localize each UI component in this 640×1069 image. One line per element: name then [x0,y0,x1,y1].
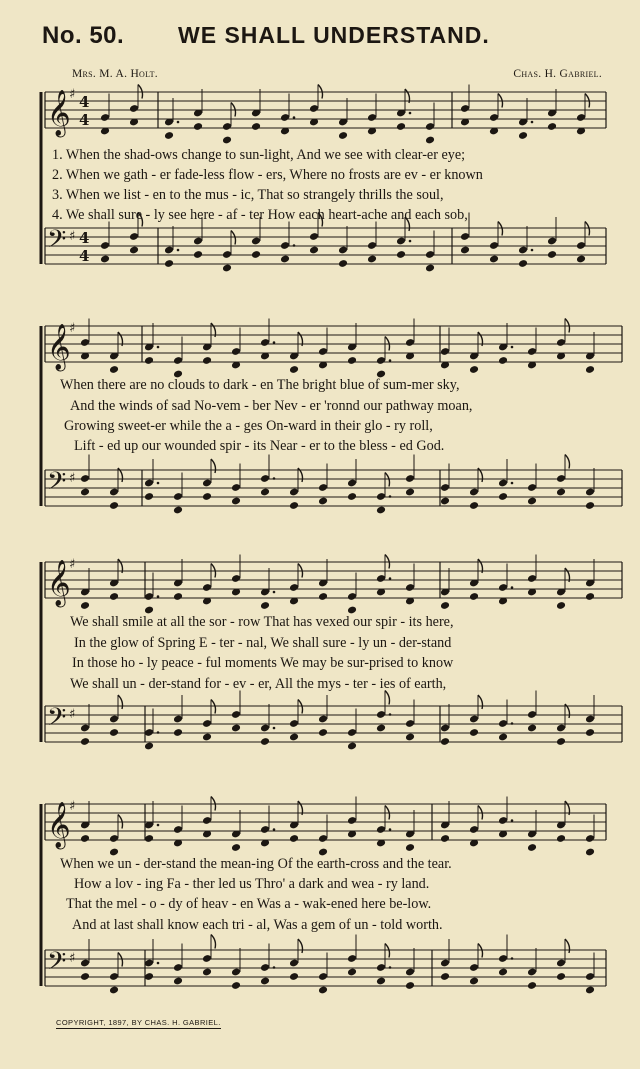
note-head [144,356,154,365]
time-signature-top: 4 [79,229,90,247]
lyric-system2-verse1: When there are no clouds to dark - en The bright blue of sum-mer sky, [60,377,460,393]
note-head [405,981,415,990]
key-sharp-icon: ♯ [69,321,76,336]
note-head [202,492,212,501]
note-head [109,592,119,601]
lyric-system1-verse2: 2. When we gath - er fade-less flow - ers, Where no frosts are ev - er known [52,167,483,183]
note-head [173,506,183,515]
author-credit: Mrs. M. A. Holt. [72,68,158,80]
note-head [318,497,328,506]
note-dot [177,121,180,124]
note-head [585,592,595,601]
note-head [80,972,90,981]
note-head [460,246,470,255]
note-dot [389,966,392,969]
key-sharp-icon: ♯ [69,87,76,102]
note-head [440,601,450,610]
note-head [469,501,479,510]
note-head [80,834,90,843]
note-head [251,250,261,259]
note-dot [273,828,276,831]
note-head [527,843,537,852]
note-flag [211,935,216,949]
note-head [547,122,557,131]
note-head [231,843,241,852]
note-head [173,728,183,737]
note-head [469,728,479,737]
note-head [80,737,90,746]
lyric-system4-verse1: When we un - der-stand the mean-ing Of the earth-cross and the tear. [60,856,452,872]
note-dot [177,249,180,252]
note-dot [157,731,160,734]
note-head [193,250,203,259]
bass-clef-icon: 𝄢 [47,947,67,982]
note-head [347,356,357,365]
lyric-system3-verse2: In the glow of Spring E - ter - nal, We shall sure - ly un - der-stand [74,635,452,651]
note-head [547,250,557,259]
note-head [518,259,528,268]
note-head [222,264,232,273]
note-flag [385,691,390,705]
note-head [338,131,348,140]
note-head [80,488,90,497]
note-head [440,834,450,843]
lyric-system3-verse4: We shall un - der-stand for - ev - er, All the mys - ter - ies of earth, [70,676,447,692]
note-head [498,733,508,742]
note-dot [157,824,160,827]
note-head [527,981,537,990]
bass-clef-icon: 𝄢 [47,467,67,502]
note-head [289,501,299,510]
note-head [405,733,415,742]
note-dot [157,595,160,598]
note-head [164,259,174,268]
note-head [100,255,110,264]
lyric-system4-verse3: That the mel - o - dy of heav - en Was a - wak-ened here be-low. [66,896,432,912]
note-dot [389,359,392,362]
note-head [193,122,203,131]
note-dot [511,957,514,960]
note-dot [409,240,412,243]
note-head [144,492,154,501]
note-dot [389,577,392,580]
note-head [367,255,377,264]
note-head [231,497,241,506]
note-head [405,843,415,852]
note-head [376,506,386,515]
note-head [202,968,212,977]
time-signature-top: 4 [79,93,90,111]
note-dot [273,341,276,344]
note-dot [511,586,514,589]
note-head [318,592,328,601]
note-head [202,733,212,742]
note-head [231,981,241,990]
note-head [202,356,212,365]
note-head [498,356,508,365]
treble-clef-icon: 𝄞 [47,90,71,136]
treble-clef-icon: 𝄞 [47,802,71,848]
hymn-title: WE SHALL UNDERSTAND. [178,22,490,48]
note-head [440,497,450,506]
note-head [289,365,299,374]
note-head [376,977,386,986]
note-head [585,986,595,995]
key-sharp-icon: ♯ [69,229,76,244]
note-flag [298,939,303,953]
note-head [173,592,183,601]
note-head [347,742,357,751]
note-dot [157,482,160,485]
note-head [109,501,119,510]
key-sharp-icon: ♯ [69,471,76,486]
time-signature-bottom: 4 [79,247,90,265]
note-head [109,986,119,995]
note-head [585,848,595,857]
note-head [289,834,299,843]
key-sharp-icon: ♯ [69,951,76,966]
note-dot [157,962,160,965]
lyric-system2-verse3: Growing sweet-er while the a - ges On-ward in their glo - ry roll, [64,418,433,434]
bass-clef-icon: 𝄢 [47,703,67,738]
note-head [318,986,328,995]
note-dot [273,966,276,969]
note-head [231,724,241,733]
note-head [576,255,586,264]
note-dot [273,727,276,730]
note-head [527,497,537,506]
note-dot [389,828,392,831]
note-head [260,601,270,610]
note-head [440,972,450,981]
lyric-system2-verse4: Lift - ed up our wounded spir - its Near - er to the bless - ed God. [74,438,445,454]
note-dot [511,722,514,725]
note-head [469,977,479,986]
note-flag [118,695,123,709]
note-head [585,365,595,374]
note-head [440,737,450,746]
note-dot [511,819,514,822]
note-head [556,601,566,610]
note-dot [531,121,534,124]
note-head [260,977,270,986]
note-dot [531,249,534,252]
lyric-system1-verse4: 4. We shall sure - ly see here - af - ter How each heart-ache and each sob, [52,207,468,223]
note-head [164,131,174,140]
note-head [425,136,435,145]
note-flag [478,695,483,709]
composer-credit: Chas. H. Gabriel. [513,68,602,80]
note-dot [389,713,392,716]
note-head [251,122,261,131]
note-head [498,968,508,977]
time-signature-bottom: 4 [79,111,90,129]
note-head [173,977,183,986]
note-head [347,968,357,977]
lyric-system4-verse4: And at last shall know each tri - al, Was a gem of un - told worth. [72,917,443,933]
note-dot [511,482,514,485]
note-dot [157,346,160,349]
note-head [280,255,290,264]
note-head [222,136,232,145]
lyric-system3-verse1: We shall smile at all the sor - row That has vexed our spir - its here, [70,614,454,630]
note-head [109,728,119,737]
note-head [396,250,406,259]
note-dot [389,495,392,498]
note-dot [511,346,514,349]
bass-clef-icon: 𝄢 [47,225,67,260]
note-head [289,972,299,981]
note-head [347,492,357,501]
note-head [338,259,348,268]
key-sharp-icon: ♯ [69,707,76,722]
key-sharp-icon: ♯ [69,557,76,572]
note-head [318,728,328,737]
note-dot [409,112,412,115]
note-head [260,488,270,497]
note-head [585,501,595,510]
note-head [144,742,154,751]
note-head [556,972,566,981]
note-head [289,733,299,742]
note-head [556,834,566,843]
note-dot [273,477,276,480]
note-flag [211,459,216,473]
note-dot [293,116,296,119]
note-head [80,601,90,610]
note-head [469,365,479,374]
note-head [309,246,319,255]
note-head [518,131,528,140]
note-head [498,492,508,501]
treble-clef-icon: 𝄞 [47,560,71,606]
treble-clef-icon: 𝄞 [47,324,71,370]
lyric-system3-verse3: In those ho - ly peace - ful moments We may be sur-prised to know [72,655,454,671]
hymn-number: No. 50. [42,22,125,49]
lyric-system1-verse3: 3. When we list - en to the mus - ic, That so strangely thrills the soul, [52,187,444,203]
note-head [396,122,406,131]
note-flag [565,939,570,953]
note-head [469,592,479,601]
note-head [260,737,270,746]
copyright-notice: COPYRIGHT, 1897, BY CHAS. H. GABRIEL. [56,1018,221,1027]
note-head [556,488,566,497]
note-head [405,488,415,497]
note-head [425,264,435,273]
lyric-system2-verse2: And the winds of sad No-vem - ber Nev - er 'ronnd our pathway moan, [70,398,473,414]
note-dot [293,244,296,247]
note-head [489,255,499,264]
note-head [376,724,386,733]
note-head [527,724,537,733]
lyric-system4-verse2: How a lov - ing Fa - ther led us Thro' a dark and wea - ry land. [74,876,430,892]
note-head [556,737,566,746]
note-head [585,728,595,737]
note-dot [273,591,276,594]
note-flag [565,455,570,469]
key-sharp-icon: ♯ [69,799,76,814]
note-head [129,246,139,255]
lyric-system1-verse1: 1. When the shad-ows change to sun-light, And we see with clear-er eye; [52,147,466,163]
note-head [109,365,119,374]
